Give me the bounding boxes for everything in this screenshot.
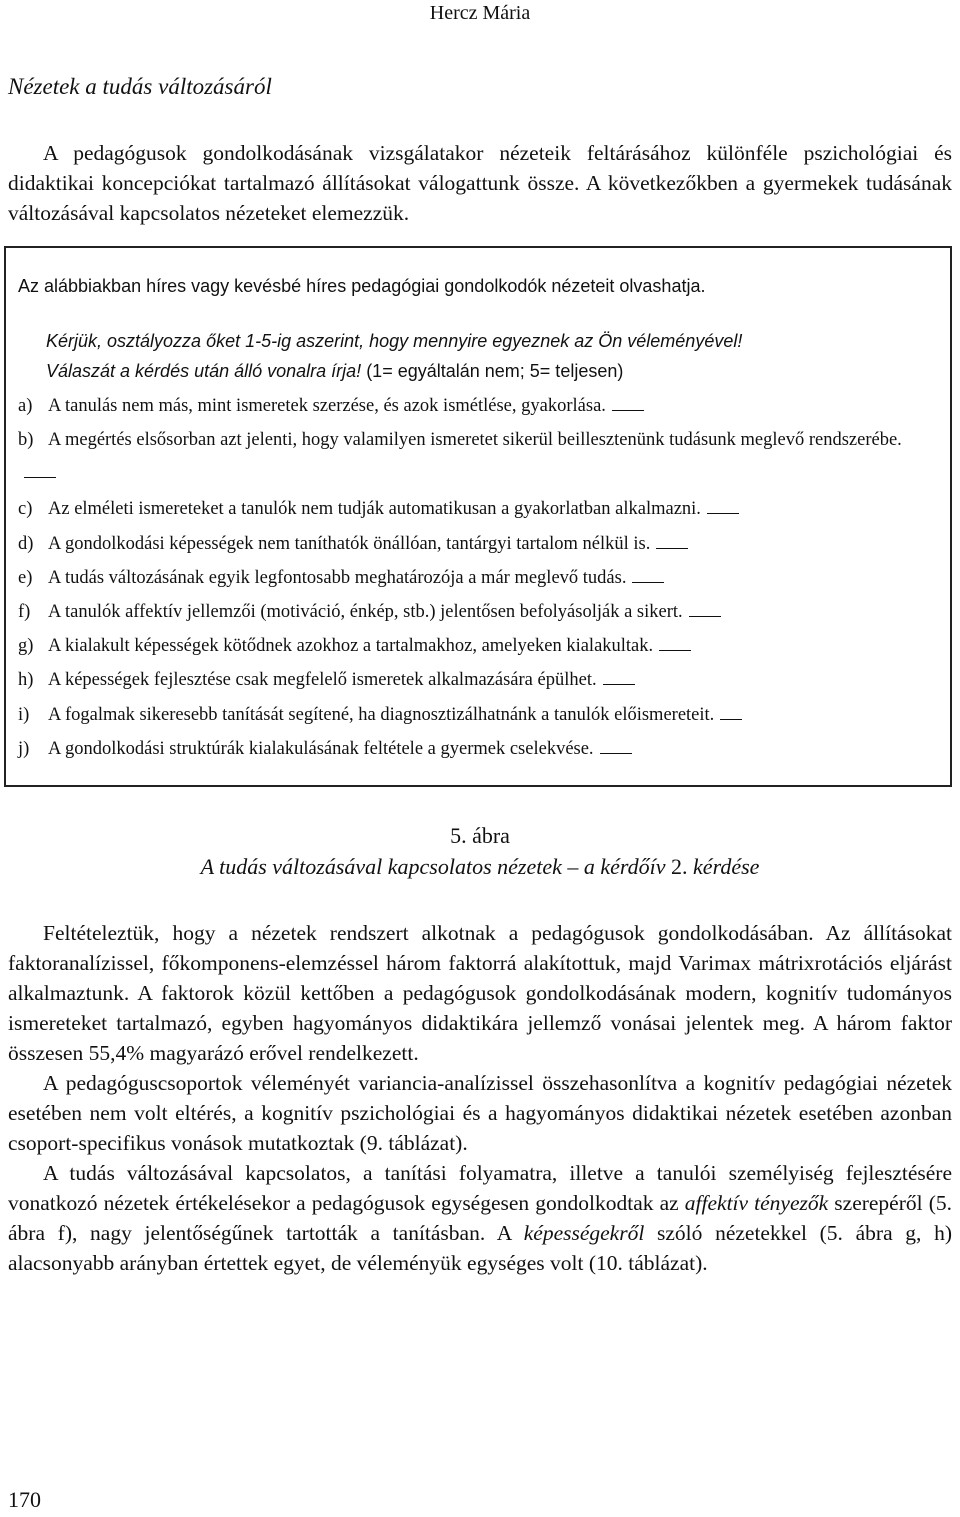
question-item-e xyxy=(18,562,938,595)
body-text xyxy=(8,918,952,1278)
answer-line[interactable] xyxy=(24,459,56,478)
question-item-c xyxy=(18,493,938,526)
intro-paragraph: A pedagógusok gondolkodásának vizsgálatakor nézeteik feltárásához különféle pszichológiai és didaktikai koncepciókat tartalmazó állításokat válogattunk össze. A következőkben a gyermekek tudásának változásával kapcsolatos nézeteket elemezzük. xyxy=(8,141,952,225)
answer-line[interactable] xyxy=(632,564,664,583)
p3-emphasis-affective: affektív tényezők xyxy=(684,1191,829,1215)
figure-number: 5. ábra xyxy=(450,823,510,848)
figure-title-text: A tudás változásával kapcsolatos nézetek – a kérdőív xyxy=(200,854,666,879)
item-text: A képességek fejlesztése csak megfelelő ismeretek alkalmazására épülhet. xyxy=(48,670,597,690)
answer-line[interactable] xyxy=(720,701,742,720)
item-text: A tanulók affektív jellemzői (motiváció, énkép, stb.) jelentősen befolyásolják a sikert. xyxy=(48,602,683,622)
item-text: A kialakult képességek kötődnek azokhoz a tartalmakhoz, amelyeken kialakultak. xyxy=(48,636,654,656)
figure-title xyxy=(0,854,960,880)
item-label: a) xyxy=(18,396,33,416)
question-item-f xyxy=(18,596,938,629)
item-text: A gondolkodási képességek nem taníthatók önállóan, tantárgyi tartalom nélkül is. xyxy=(48,534,651,554)
answer-line[interactable] xyxy=(656,530,688,549)
item-label: e) xyxy=(18,568,33,588)
question-item-a xyxy=(18,390,938,423)
instruction-line-2: Válaszát a kérdés után álló vonalra írja! xyxy=(46,361,362,381)
item-label: h) xyxy=(18,670,34,690)
question-item-d xyxy=(18,528,938,561)
page-number: 170 xyxy=(8,1487,41,1512)
answer-line[interactable] xyxy=(603,666,635,685)
section-title: Nézetek a tudás változásáról xyxy=(8,74,272,99)
question-item-j xyxy=(18,733,938,766)
item-text: A fogalmak sikeresebb tanítását segítené, ha diagnosztizálhatnánk a tanulók előismereteit. xyxy=(48,705,715,725)
item-label: c) xyxy=(18,499,33,519)
body-paragraph-3 xyxy=(8,1158,952,1278)
p3-part-b: szerepéről (5. ábra f), nagy jelentőségűnek tartották a tanításban. A xyxy=(8,1191,952,1245)
page-header-author: Hercz Mária xyxy=(429,2,531,24)
item-label: f) xyxy=(18,602,31,622)
figure-title-end: kérdése xyxy=(693,854,760,879)
body-paragraph-1: Feltételeztük, hogy a nézetek rendszert alkotnak a pedagógusok gondolkodásában. Az állításokat faktoranalízissel, főkomponens-elemzéssel három faktorrá alakítottuk, majd Varimax mátrixrotációs eljárást alkalmaztunk. A faktorok közül kettőben a pedagógusok gondolkodásának modern, kognitív tudományos ismereteket tartalmazó, egyben hagyományos didaktikára jellemző vonásai jelentek meg. A három faktor összesen 55,4% magyarázó erővel rendelkezett. xyxy=(8,921,952,1065)
questionnaire-instruction xyxy=(46,326,742,386)
instruction-scale: (1= egyáltalán nem; 5= teljesen) xyxy=(361,361,624,381)
item-label: i) xyxy=(18,705,30,725)
questionnaire-intro: Az alábbiakban híres vagy kevésbé híres pedagógiai gondolkodók nézeteit olvashatja. xyxy=(18,276,706,296)
answer-line[interactable] xyxy=(600,735,632,754)
item-text: Az elméleti ismereteket a tanulók nem tudják automatikusan a gyakorlatban alkalmazni. xyxy=(48,499,701,519)
question-item-h xyxy=(18,664,938,697)
answer-line[interactable] xyxy=(659,632,691,651)
instruction-line-1: Kérjük, osztályozza őket 1-5-ig aszerint, hogy mennyire egyeznek az Ön véleményével! xyxy=(46,331,743,351)
item-text: A megértés elsősorban azt jelenti, hogy valamilyen ismeretet sikerül beillesztenünk tudásunk meglevő rendszerébe. xyxy=(48,430,902,450)
item-label: j) xyxy=(18,739,30,759)
p3-part-a: A tudás változásával kapcsolatos, a tanítási folyamatra, illetve a tanulói személyiség fejlesztésére vonatkozó nézetek értékelésekor a pedagógusok egységesen gondolkodtak az xyxy=(8,1161,952,1215)
p3-emphasis-abilities: képességekről xyxy=(523,1221,645,1245)
questionnaire-box xyxy=(4,246,952,787)
question-item-g xyxy=(18,630,938,663)
item-text: A tanulás nem más, mint ismeretek szerzése, és azok ismétlése, gyakorlása. xyxy=(48,396,606,416)
answer-line[interactable] xyxy=(689,598,721,617)
p3-part-c: szóló nézetekkel (5. ábra g, h) alacsonyabb arányban értettek egyet, de véleményük egységes volt (10. táblázat). xyxy=(8,1221,952,1275)
item-label: d) xyxy=(18,534,34,554)
body-paragraph-2: A pedagóguscsoportok véleményét variancia-analízissel összehasonlítva a kognitív pedagógiai nézetek esetében nem volt eltérés, a kognitív pszichológiai és a hagyományos didaktikai nézetek esetében azonban csoport-specifikus vonások mutatkoztak (9. táblázat). xyxy=(8,1071,952,1155)
item-label: g) xyxy=(18,636,34,656)
item-text: A gondolkodási struktúrák kialakulásának feltétele a gyermek cselekvése. xyxy=(48,739,594,759)
answer-line[interactable] xyxy=(612,392,644,411)
question-item-i xyxy=(18,699,938,732)
figure-title-number: 2. xyxy=(665,854,694,879)
item-text: A tudás változásának egyik legfontosabb meghatározója a már meglevő tudás. xyxy=(48,568,627,588)
question-item-b xyxy=(18,424,938,490)
answer-line[interactable] xyxy=(707,495,739,514)
item-label: b) xyxy=(18,430,34,450)
